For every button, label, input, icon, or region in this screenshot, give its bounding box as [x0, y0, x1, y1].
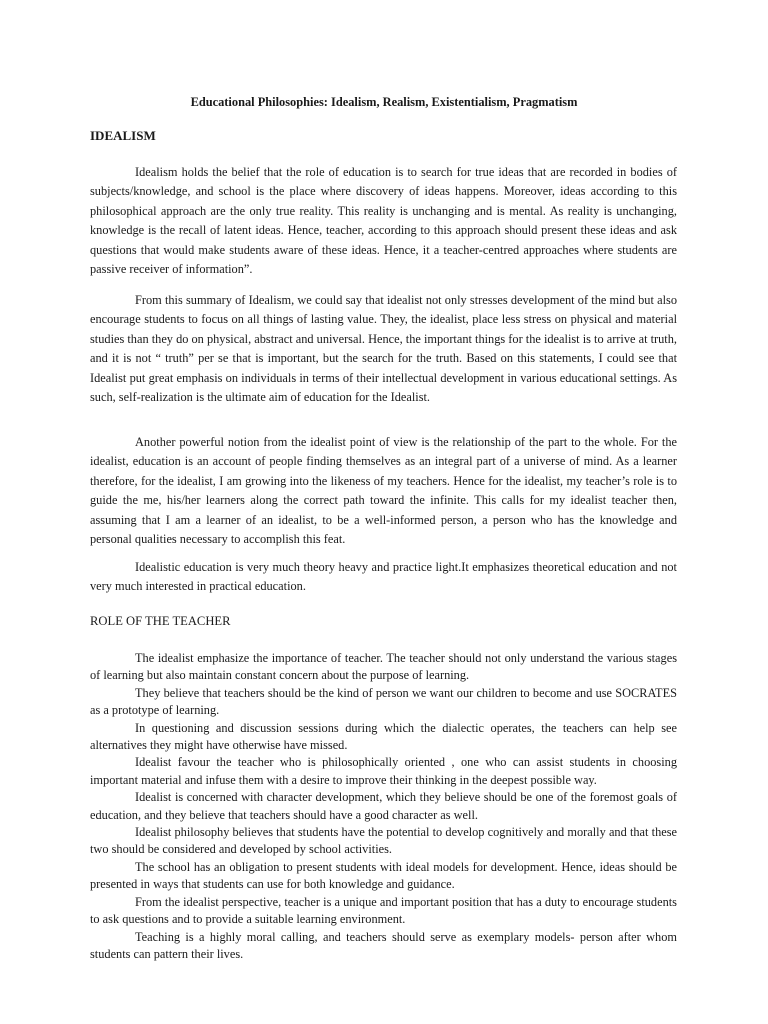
- role-paragraph: Idealist favour the teacher who is philosophically oriented , one who can assist students in choosing important material and infuse them with a desire to improve their thinking in the deepest possible way.: [90, 755, 677, 787]
- role-paragraph: Idealist philosophy believes that students have the potential to develop cognitively and morally and that these two should be considered and developed by school activities.: [90, 825, 677, 857]
- idealism-paragraph-2: [90, 291, 677, 407]
- document-title: Educational Philosophies: Idealism, Realism, Existentialism, Pragmatism: [190, 95, 578, 109]
- role-paragraph: Idealist is concerned with character development, which they believe should be one of the foremost goals of education, and they believe that teachers should have a good character as well.: [90, 790, 677, 822]
- paragraph-text: Idealism holds the belief that the role of education is to search for true ideas that are recorded in bodies of subjects/knowledge, and school is the place where discovery of ideas happens. Moreover, ideas according to this philosophical approach are the only true reality. This reality is unchanging and is mental. As reality is unchanging, knowledge is the recall of latent ideas. Hence, teacher, according to this approach should present these ideas and ask questions that would make students aware of these ideas. Hence, it a teacher-centred approaches where students are passive receiver of information”.: [90, 165, 677, 277]
- paragraph-text: Idealistic education is very much theory heavy and practice light.It emphasizes theoretical education and not very much interested in practical education.: [90, 560, 677, 594]
- idealism-paragraph-1: [90, 163, 677, 279]
- section-heading-role-of-teacher: ROLE OF THE TEACHER: [90, 614, 231, 628]
- idealism-paragraph-3: [90, 433, 677, 549]
- section-heading-idealism: IDEALISM: [90, 128, 156, 143]
- role-of-teacher-list: [90, 650, 677, 963]
- role-paragraph: From the idealist perspective, teacher is a unique and important position that has a duty to encourage students to ask questions and to provide a suitable learning environment.: [90, 894, 677, 927]
- role-paragraph: The idealist emphasize the importance of teacher. The teacher should not only understand the various stages of learning but also maintain constant concern about the purpose of learning.: [90, 651, 677, 683]
- role-paragraph: Teaching is a highly moral calling, and teachers should serve as exemplary models- person after whom students can pattern their lives.: [90, 929, 677, 961]
- paragraph-text: From this summary of Idealism, we could say that idealist not only stresses development of the mind but also encourage students to focus on all things of lasting value. They, the idealist, place less stress on physical and material studies than they do on physical, abstract and universal. Hence, the important things for the idealist is to arrive at truth, and it is not “ truth” per se that is important, but the search for the truth. Based on this statements, I could see that Idealist put great emphasis on individuals in terms of their intellectual development in various educational settings. As such, self-realization is the ultimate aim of education for the Idealist.: [90, 293, 677, 405]
- role-paragraph: In questioning and discussion sessions during which the dialectic operates, the teachers can help see alternatives they might have otherwise have missed.: [90, 720, 677, 753]
- role-paragraph: They believe that teachers should be the kind of person we want our children to become and use SOCRATES as a prototype of learning.: [90, 685, 677, 718]
- idealism-paragraph-4: [90, 558, 677, 597]
- paragraph-text: Another powerful notion from the idealist point of view is the relationship of the part to the whole. For the idealist, education is an account of people finding themselves as an integral part of a universe of mind. As a learner therefore, for the idealist, I am growing into the likeness of my teachers. Hence for the idealist, my teacher’s role is to guide the me, his/her learners along the correct path toward the infinite. This calls for my idealist teacher then, assuming that I am a learner of an idealist, to be a well-informed person, a person who has the knowledge and personal qualities necessary to accomplish this feat.: [90, 435, 677, 547]
- role-paragraph: The school has an obligation to present students with ideal models for development. Hence, ideas should be presented in ways that students can use for both knowledge and guidance.: [90, 859, 677, 892]
